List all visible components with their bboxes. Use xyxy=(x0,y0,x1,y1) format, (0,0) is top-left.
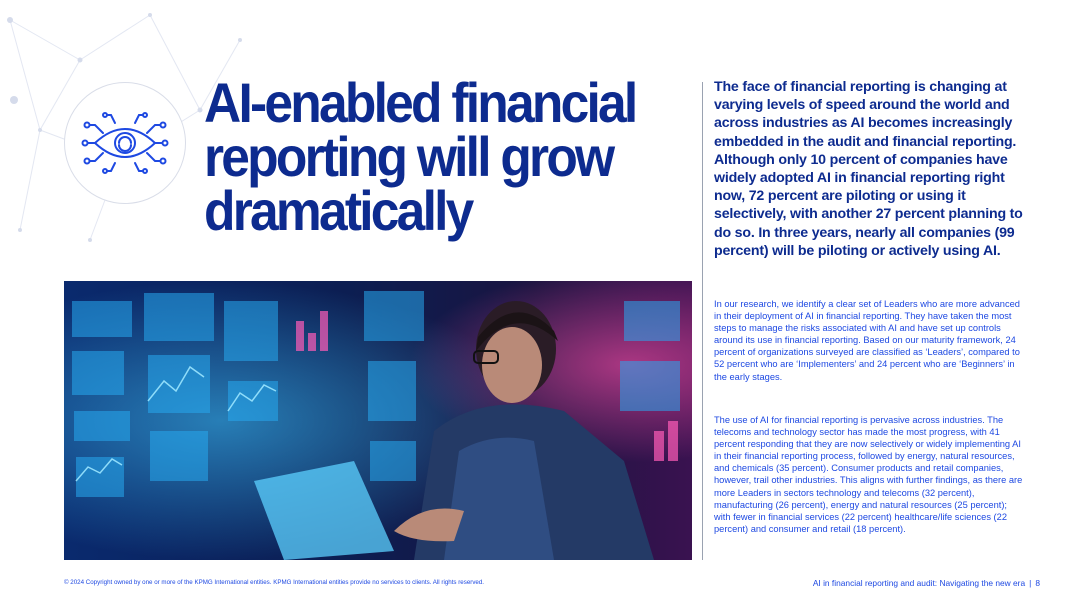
body-paragraph: The use of AI for financial reporting is pervasive across industries. The telecoms and technology sector has made the most progress, with 41 percent responding that they are now selectively or widely implementing AI in their financial reporting process, followed by energy, natural resources, and chemicals (35 percent). Consumer products and retail companies, however, trail other industries. This aligns with further findings, as there are more Leaders in sectors technology and telecoms (32 percent), manufacturing (26 percent), energy and natural resources (25 percent); with fewer in financial services (22 percent) healthcare/life sciences (22 percent) and consumer and retail (18 percent). xyxy=(714,415,1023,534)
column-divider xyxy=(702,82,703,560)
body-paragraph: In our research, we identify a clear set of Leaders who are more advanced in their deployment of AI in financial reporting. They have taken the most steps to manage the risks associated with AI and have set up controls around its use in financial reporting. Based on our maturity framework, 24 percent of organizations surveyed are classified as ‘Leaders’, compared to 52 percent who are ‘Implementers’ and 24 percent who are ‘Beginners’ in the early stages. xyxy=(714,299,1020,382)
ai-eye-circuit-icon xyxy=(81,111,169,175)
page-number: 8 xyxy=(1035,578,1040,588)
lead-paragraph: The face of financial reporting is changing at varying levels of speed around the world and across industries as AI becomes increasingly embedded in the audit and financial reporting. Although only 10 percent of companies have widely adopted AI in financial reporting right now, 72 percent are piloting or using it selectively, with another 27 percent planning to do so. In three years, nearly all companies (99 percent) will be piloting or actively using AI. xyxy=(714,79,1023,259)
hero-photo xyxy=(64,281,692,560)
ai-emblem xyxy=(64,82,186,204)
page-title: AI-enabled financial reporting will grow dramatically xyxy=(204,71,636,242)
report-title: AI in financial reporting and audit: Navigating the new era xyxy=(812,578,1026,588)
copyright-notice: © 2024 Copyright owned by one or more of the KPMG International entities. KPMG International entities provide no services to clients. All rights reserved. xyxy=(64,579,485,586)
page-footer xyxy=(813,578,1040,588)
footer-separator: | xyxy=(1029,578,1032,588)
